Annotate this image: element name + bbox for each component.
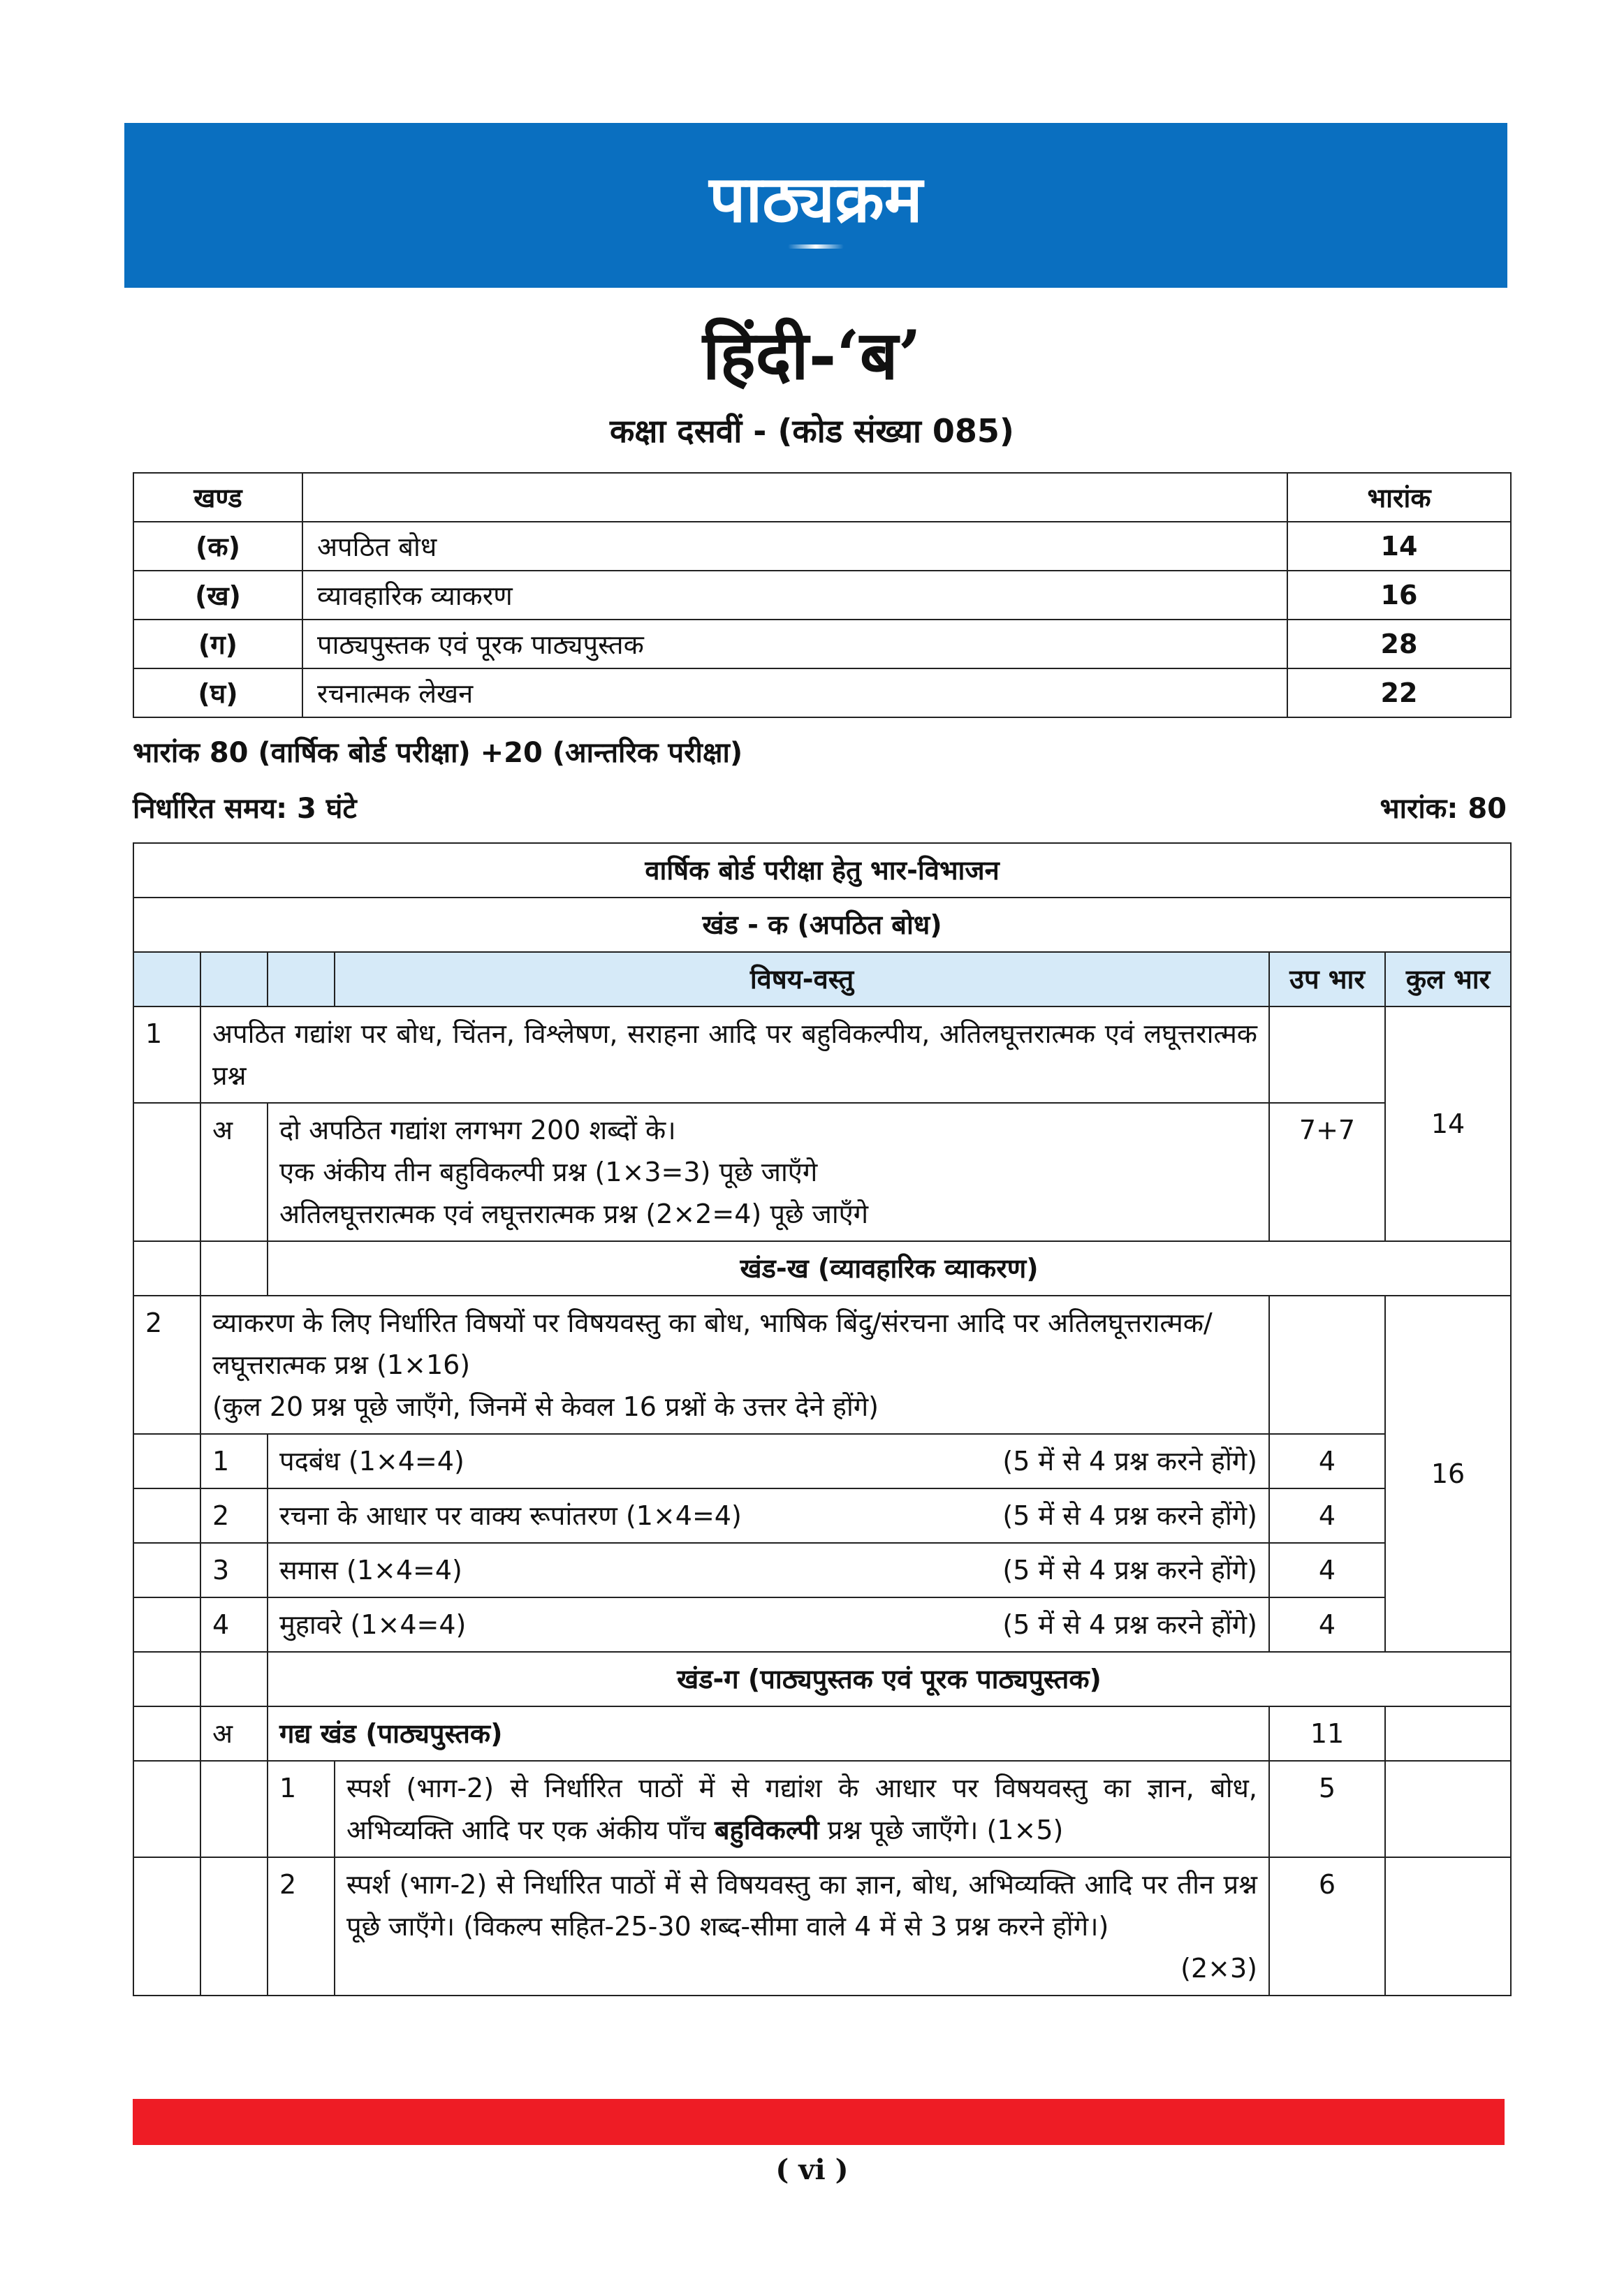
footer-bar [133,2099,1505,2145]
item-detail [268,1488,1269,1543]
header-cell-empty [268,952,335,1006]
prose-section-marks: 11 [1269,1706,1385,1761]
max-marks: भारांक: 80 [1380,793,1507,825]
detail-line: दो अपठित गद्यांश लगभग 200 शब्दों के। [279,1115,676,1145]
section-name: पाठ्यपुस्तक एवं पूरक पाठ्यपुस्तक [302,620,1287,668]
sub-marks: 7+7 [1269,1103,1385,1241]
item-topic: मुहावरे (1×4=4) [279,1609,467,1640]
header-section: खण्ड [133,473,302,522]
question-number: 1 [133,1006,200,1103]
section-b-heading-row [133,1241,1511,1296]
section-code: (क) [133,522,302,571]
section-name: व्यावहारिक व्याकरण [302,571,1287,620]
item-detail [268,1434,1269,1488]
item-topic: पदबंध (1×4=4) [279,1446,464,1477]
empty-cell [1269,1296,1385,1434]
item-number: 1 [268,1761,335,1857]
empty-cell [1385,1706,1511,1761]
section-marks: 28 [1287,620,1511,668]
weightage-title: वार्षिक बोर्ड परीक्षा हेतु भार-विभाजन [133,843,1511,898]
empty-cell [1385,1761,1511,1857]
question-1a-detail [268,1103,1269,1241]
question-2-row [133,1296,1511,1434]
item-note: (5 में से 4 प्रश्न करने होंगे) [1002,1609,1257,1640]
empty-cell [200,1241,268,1296]
item-number: 1 [200,1434,268,1488]
weightage-table [133,842,1512,1996]
item-marks: 4 [1269,1597,1385,1652]
section-b-total: 16 [1385,1296,1511,1652]
empty-cell [133,1103,200,1241]
item-marks: 4 [1269,1488,1385,1543]
prose-section-row [133,1706,1511,1761]
empty-cell [133,1652,200,1706]
empty-cell [200,1761,268,1857]
table-row [133,620,1511,668]
prose-item-2-text [335,1857,1269,1996]
section-code: (ख) [133,571,302,620]
item-note: (5 में से 4 प्रश्न करने होंगे) [1002,1555,1257,1586]
text-bold-part: बहुविकल्पी [714,1815,819,1845]
table-row [133,522,1511,571]
question-number: 2 [133,1296,200,1434]
header-content: विषय-वस्तु [335,952,1269,1006]
question-2-line: व्याकरण के लिए निर्धारित विषयों पर विषयवस्तु का बोध, भाषिक बिंदु/संरचना आदि पर अतिलघूत्तरात्मक/लघूत्तरात्मक प्रश्न (1×16) [212,1308,1213,1380]
prose-section-title: गद्य खंड (पाठ्यपुस्तक) [268,1706,1269,1761]
empty-cell [133,1488,200,1543]
prose-item-1-text [335,1761,1269,1857]
section-a-total: 14 [1385,1006,1511,1241]
header-cell-empty [133,952,200,1006]
table-row [133,571,1511,620]
section-name: रचनात्मक लेखन [302,668,1287,717]
banner-underline [788,244,844,249]
empty-cell [133,1761,200,1857]
section-b-heading: खंड-ख (व्यावहारिक व्याकरण) [268,1241,1511,1296]
header-total-marks: कुल भार [1385,952,1511,1006]
item-detail [268,1597,1269,1652]
empty-cell [133,1241,200,1296]
sub-label: अ [200,1103,268,1241]
section-name: अपठित बोध [302,522,1287,571]
empty-cell [200,1652,268,1706]
question-2-text [200,1296,1269,1434]
detail-line: एक अंकीय तीन बहुविकल्पी प्रश्न (1×3=3) पूछे जाएँगे [279,1157,818,1187]
item-number: 4 [200,1597,268,1652]
section-marks: 16 [1287,571,1511,620]
text-part: स्पर्श (भाग-2) से निर्धारित पाठों में से विषयवस्तु का ज्ञान, बोध, अभिव्यक्ति आदि पर तीन प्रश्न पूछे जाएँगे। (विकल्प सहित-25-30 शब्द-सीमा वाले 4 में से 3 प्रश्न करने होंगे।) [346,1869,1257,1942]
header-marks: भारांक [1287,473,1511,522]
grammar-item-row [133,1488,1511,1543]
section-a-heading-row [133,898,1511,952]
header-banner [124,123,1507,288]
empty-cell [133,1543,200,1597]
item-marks: 4 [1269,1543,1385,1597]
item-marks: 5 [1269,1761,1385,1857]
table-header-row [133,473,1511,522]
item-number: 3 [200,1543,268,1597]
grammar-item-row [133,1543,1511,1597]
item-marks: 6 [1269,1857,1385,1996]
weightage-title-row [133,843,1511,898]
marks-summary: भारांक 80 (वार्षिक बोर्ड परीक्षा) +20 (आन्तरिक परीक्षा) [133,737,743,769]
page-title: पाठ्यक्रम [709,162,923,237]
empty-cell [133,1434,200,1488]
prose-item-row [133,1857,1511,1996]
question-2-note: (कुल 20 प्रश्न पूछे जाएँगे, जिनमें से केवल 16 प्रश्नों के उत्तर देने होंगे) [212,1391,879,1422]
section-c-heading: खंड-ग (पाठ्यपुस्तक एवं पूरक पाठ्यपुस्तक) [268,1652,1511,1706]
time-allowed: निर्धारित समय: 3 घंटे [133,793,357,825]
subject-title: हिंदी-‘ब’ [702,316,922,395]
section-code: (ग) [133,620,302,668]
section-marks: 22 [1287,668,1511,717]
question-1-text: अपठित गद्यांश पर बोध, चिंतन, विश्लेषण, सराहना आदि पर बहुविकल्पीय, अतिलघूत्तरात्मक एवं लघूत्तरात्मक प्रश्न [200,1006,1269,1103]
item-note: (5 में से 4 प्रश्न करने होंगे) [1002,1446,1257,1477]
item-detail [268,1543,1269,1597]
section-marks-table [133,472,1512,718]
class-code-line: कक्षा दसवीं - (कोड संख्या 085) [610,412,1014,450]
empty-cell [133,1597,200,1652]
section-code: (घ) [133,668,302,717]
item-note: (5 में से 4 प्रश्न करने होंगे) [1002,1500,1257,1531]
detail-line: अतिलघूत्तरात्मक एवं लघूत्तरात्मक प्रश्न (2×2=4) पूछे जाएँगे [279,1199,869,1229]
grammar-item-row [133,1434,1511,1488]
item-number: 2 [268,1857,335,1996]
item-topic: रचना के आधार पर वाक्य रूपांतरण (1×4=4) [279,1500,742,1531]
item-topic: समास (1×4=4) [279,1555,462,1586]
grammar-item-row [133,1597,1511,1652]
empty-cell [1269,1006,1385,1103]
prose-item-row [133,1761,1511,1857]
header-cell-empty [200,952,268,1006]
text-part: प्रश्न पूछे जाएँगे। (1×5) [827,1815,1064,1845]
text-part: स्पर्श (भाग-2) से निर्धारित पाठों में से गद्यांश के आधार पर विषयवस्तु का ज्ञान, बोध, अभिव्यक्ति आदि पर एक अंकीय पाँच [346,1773,1257,1845]
item-number: 2 [200,1488,268,1543]
section-a-heading: खंड - क (अपठित बोध) [133,898,1511,952]
question-1-row [133,1006,1511,1103]
empty-cell [133,1857,200,1996]
header-blank [302,473,1287,522]
header-sub-marks: उप भार [1269,952,1385,1006]
text-tail: (2×3) [1180,1953,1257,1984]
page-number: ( vi ) [775,2153,849,2186]
section-marks: 14 [1287,522,1511,571]
item-marks: 4 [1269,1434,1385,1488]
empty-cell [133,1706,200,1761]
sub-label: अ [200,1706,268,1761]
question-1a-row [133,1103,1511,1241]
empty-cell [1385,1857,1511,1996]
column-header-row [133,952,1511,1006]
empty-cell [200,1857,268,1996]
section-c-heading-row [133,1652,1511,1706]
table-row [133,668,1511,717]
